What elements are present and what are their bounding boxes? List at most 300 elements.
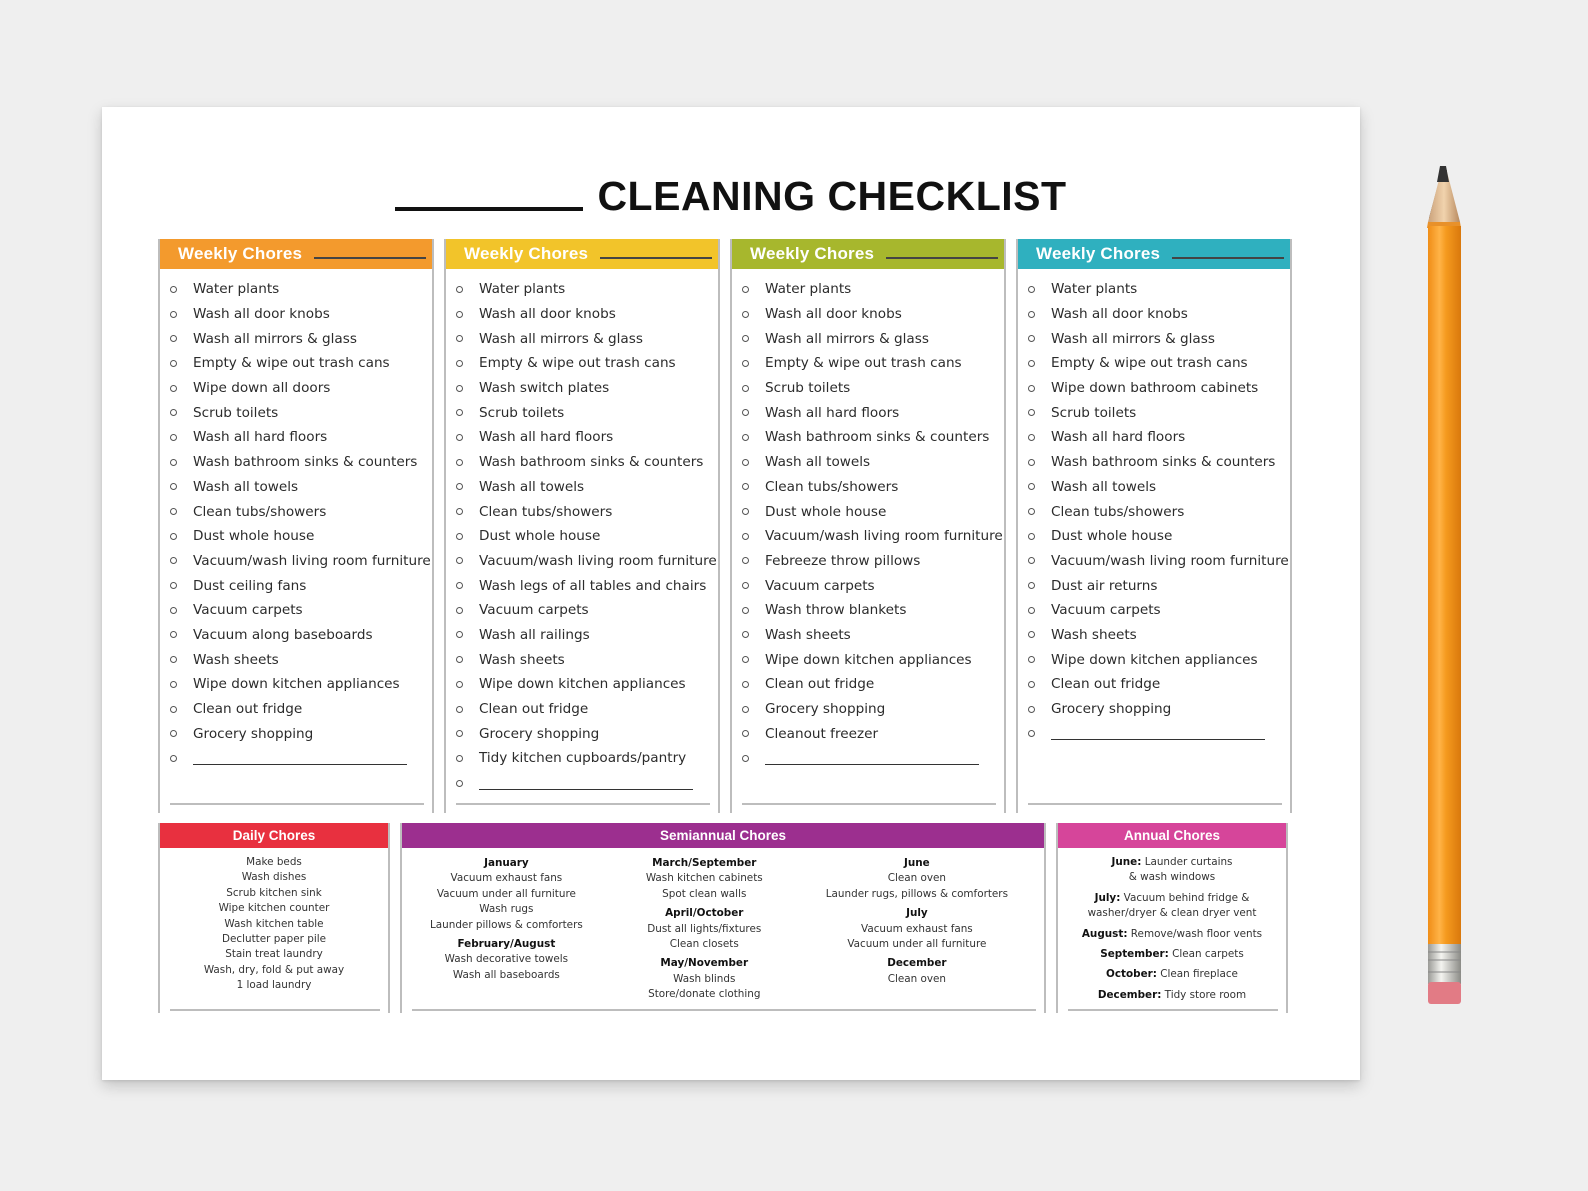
chore-item [742,425,1004,450]
title-row [102,161,1360,217]
chore-text: Wash throw blankets [765,602,907,619]
daily-chore-item: Wash, dry, fold & put away [203,963,345,976]
daily-chore-item: Scrub kitchen sink [226,886,322,899]
chore-item [456,721,718,746]
bullet-circle-icon [1028,533,1035,540]
bullet-circle-icon [742,730,749,737]
bullet-circle-icon [1028,607,1035,614]
annual-entry [1058,988,1286,1003]
chore-item [742,623,1004,648]
chore-item [456,351,718,376]
annual-line [1058,891,1286,906]
column-bottom-rule [1028,803,1282,805]
blank-write-in-line [765,752,979,765]
chore-item [1028,450,1290,475]
chore-item [742,450,1004,475]
daily-chore-item: 1 load laundry [236,979,312,992]
weekly-heading-text: Weekly Chores [750,244,875,263]
blank-chore-item [170,746,432,771]
bullet-circle-icon [742,311,749,318]
bullet-circle-icon [170,706,177,713]
bullet-circle-icon [1028,434,1035,441]
semiannual-columns [402,848,1044,1007]
chore-text: Wipe down kitchen appliances [479,676,686,693]
chore-text: Clean tubs/showers [765,478,899,495]
bullet-circle-icon [456,681,463,688]
month-label: June [904,857,930,869]
chore-text: Grocery shopping [479,725,600,742]
chore-text: Wash sheets [479,651,565,668]
blank-write-in-line [193,752,407,765]
chore-text: Wash all door knobs [479,306,616,323]
chore-text: Scrub toilets [193,404,279,421]
bullet-circle-icon [170,335,177,342]
chore-item [456,598,718,623]
semiannual-chore-item: Store/donate clothing [648,988,761,1001]
chore-item [742,277,1004,302]
weekly-heading-text: Weekly Chores [464,244,589,263]
semiannual-chore-item: Dust all lights/fixtures [647,922,762,935]
chore-item [742,573,1004,598]
daily-list [160,848,388,994]
annual-line [1058,988,1286,1003]
blank-chore-item [456,771,718,796]
annual-month-label: December: [1097,988,1162,1001]
semiannual-group [646,956,763,1002]
chore-text: Wash all mirrors & glass [1051,330,1215,347]
chore-item [170,672,432,697]
chore-item [456,425,718,450]
annual-line [1058,927,1286,942]
chore-item [170,623,432,648]
chore-text: Wipe down kitchen appliances [765,651,972,668]
chore-text: Dust whole house [1051,528,1173,545]
chore-text: Grocery shopping [765,701,886,718]
chore-text: Vacuum carpets [1051,602,1161,619]
bullet-circle-icon [170,483,177,490]
chore-item [170,475,432,500]
daily-chore-item: Make beds [246,856,302,868]
chore-item [742,400,1004,425]
bullet-circle-icon [170,656,177,663]
chore-text: Wash all mirrors & glass [479,330,643,347]
chore-text: Wash all towels [479,478,585,495]
chore-item [1028,573,1290,598]
month-label: February/August [457,938,556,951]
bullet-circle-icon [456,311,463,318]
annual-line [1058,967,1286,982]
bullet-circle-icon [170,311,177,318]
chore-item [170,351,432,376]
chore-text: Vacuum carpets [193,602,303,619]
chore-item [1028,598,1290,623]
bullet-circle-icon [170,533,177,540]
weekly-list [1018,269,1290,746]
chore-item [742,549,1004,574]
annual-month-label: September: [1100,948,1169,961]
annual-chore-text: washer/dryer & clean dryer vent [1087,907,1257,920]
bullet-circle-icon [1028,409,1035,416]
semiannual-column [826,856,1008,1007]
chore-text: Wash all mirrors & glass [193,330,357,347]
chore-text: Vacuum carpets [765,577,875,594]
semiannual-group [430,937,583,983]
chore-item [1028,623,1290,648]
column-bottom-rule [742,803,996,805]
chore-item [456,549,718,574]
bullet-circle-icon [742,681,749,688]
bullet-circle-icon [456,755,463,762]
bullet-circle-icon [742,706,749,713]
bullet-circle-icon [1028,459,1035,466]
bullet-circle-icon [170,434,177,441]
annual-line [1058,870,1286,885]
chore-item [742,326,1004,351]
bullet-circle-icon [456,607,463,614]
chore-item [742,302,1004,327]
weekly-column-3 [730,239,1006,813]
annual-month-label: June: [1111,856,1142,868]
semiannual-chore-item: Launder pillows & comforters [430,918,583,931]
annual-chore-text: Vacuum behind fridge & [1123,891,1250,904]
semiannual-heading: Semiannual Chores [402,823,1044,848]
chore-item [170,598,432,623]
bullet-circle-icon [1028,706,1035,713]
chore-text: Water plants [1051,281,1138,298]
chore-item [456,302,718,327]
chore-item [1028,647,1290,672]
chore-text: Scrub toilets [765,380,851,397]
bullet-circle-icon [742,360,749,367]
bullet-circle-icon [170,286,177,293]
chore-text: Wipe down bathroom cabinets [1051,380,1259,397]
blank-write-in-line [479,777,693,790]
bullet-circle-icon [456,360,463,367]
bullet-circle-icon [456,706,463,713]
heading-blank-line [314,257,426,259]
chore-item [456,647,718,672]
chore-item [456,400,718,425]
bullet-circle-icon [170,607,177,614]
bullet-circle-icon [170,631,177,638]
chore-text: Wash all towels [1051,478,1157,495]
chore-text: Tidy kitchen cupboards/pantry [479,750,687,767]
annual-month-label: August: [1081,927,1128,940]
month-label: May/November [660,957,749,970]
weekly-heading [446,239,718,269]
bullet-circle-icon [742,286,749,293]
bullet-circle-icon [170,730,177,737]
chore-item [170,450,432,475]
chore-text: Vacuum/wash living room furniture [765,528,1003,545]
chore-text: Grocery shopping [193,725,314,742]
chore-text: Dust air returns [1051,577,1158,594]
heading-blank-line [886,257,998,259]
weekly-list [446,269,718,795]
chore-text: Empty & wipe out trash cans [765,355,962,372]
bullet-circle-icon [1028,557,1035,564]
semiannual-group [826,906,1008,952]
chore-item [742,697,1004,722]
bullet-circle-icon [742,409,749,416]
chore-item [742,351,1004,376]
blank-chore-item [742,746,1004,771]
annual-entry [1058,967,1286,982]
daily-heading: Daily Chores [160,823,388,848]
bullet-circle-icon [742,459,749,466]
month-label: January [484,857,529,869]
bullet-circle-icon [456,483,463,490]
chore-text: Wash sheets [765,626,851,643]
annual-heading: Annual Chores [1058,823,1286,848]
semiannual-chore-item: Vacuum exhaust fans [861,922,973,935]
chore-item [742,721,1004,746]
semiannual-chore-item: Clean closets [669,938,739,951]
daily-chore-item: Wash kitchen table [224,917,324,930]
chore-item [1028,326,1290,351]
bullet-circle-icon [456,385,463,392]
chore-text: Clean tubs/showers [1051,503,1185,520]
daily-chore-item: Declutter paper pile [222,933,326,946]
chore-text: Empty & wipe out trash cans [193,355,390,372]
weekly-column-1 [158,239,434,813]
chore-item [1028,672,1290,697]
chore-item [742,499,1004,524]
chore-item [170,277,432,302]
annual-entry [1058,855,1286,886]
chore-text: Clean tubs/showers [479,503,613,520]
semiannual-chore-item: Clean oven [887,872,947,885]
bullet-circle-icon [1028,681,1035,688]
chore-item [1028,351,1290,376]
semiannual-column [430,856,583,1007]
bullet-circle-icon [742,385,749,392]
chore-item [1028,376,1290,401]
semiannual-group [646,906,763,952]
bullet-circle-icon [170,681,177,688]
bullet-circle-icon [742,607,749,614]
chore-item [456,450,718,475]
chore-text: Wash legs of all tables and chairs [479,577,707,594]
chore-item [456,697,718,722]
annual-entry [1058,947,1286,962]
semiannual-chore-item: Clean oven [887,972,947,985]
chore-text: Wash switch plates [479,380,610,397]
bullet-circle-icon [170,459,177,466]
chore-item [170,524,432,549]
annual-entry [1058,891,1286,922]
chore-text: Wash bathroom sinks & counters [765,429,990,446]
weekly-column-2 [444,239,720,813]
chore-text: Clean out fridge [193,701,303,718]
bullet-circle-icon [170,557,177,564]
bullet-circle-icon [456,656,463,663]
chore-item [1028,425,1290,450]
chore-text: Wash all hard floors [479,429,614,446]
bullet-circle-icon [170,409,177,416]
semiannual-group [826,856,1008,902]
annual-line [1058,906,1286,921]
chore-item [170,400,432,425]
weekly-column-4 [1016,239,1292,813]
chore-item [456,746,718,771]
chore-text: Wash all towels [193,478,299,495]
bullet-circle-icon [456,533,463,540]
bullet-circle-icon [1028,631,1035,638]
annual-chore-text: & wash windows [1128,871,1216,884]
chore-item [742,524,1004,549]
weekly-section [158,239,1302,813]
annual-month-label: October: [1106,968,1157,981]
chore-text: Wipe down all doors [193,380,331,397]
bullet-circle-icon [170,582,177,589]
annual-month-label: July: [1094,891,1121,904]
chore-text: Febreeze throw pillows [765,552,921,569]
weekly-list [160,269,432,771]
pencil-image [1425,160,1485,1040]
bullet-circle-icon [456,780,463,787]
chore-text: Wash all mirrors & glass [765,330,929,347]
bullet-circle-icon [456,631,463,638]
chore-text: Dust whole house [479,528,601,545]
weekly-list [732,269,1004,771]
semiannual-chore-item: Wash kitchen cabinets [645,872,763,885]
bullet-circle-icon [456,335,463,342]
chore-item [456,573,718,598]
chore-item [456,277,718,302]
bullet-circle-icon [742,755,749,762]
month-label: April/October [665,907,744,920]
semiannual-column [646,856,763,1007]
chore-text: Wash all door knobs [193,306,330,323]
bullet-circle-icon [742,434,749,441]
semiannual-chore-item: Wash decorative towels [444,953,569,966]
chore-item [1028,499,1290,524]
annual-chore-text: Tidy store room [1164,988,1247,1001]
bullet-circle-icon [456,557,463,564]
chore-item [742,647,1004,672]
bullet-circle-icon [170,385,177,392]
bullet-circle-icon [742,508,749,515]
chore-item [456,672,718,697]
semiannual-chores-box [400,823,1046,1013]
chore-text: Wash all hard floors [1051,429,1186,446]
chore-item [456,376,718,401]
weekly-heading-text: Weekly Chores [178,244,303,263]
bullet-circle-icon [1028,385,1035,392]
chore-text: Wash all railings [479,626,590,643]
semiannual-chore-item: Spot clean walls [662,887,747,900]
annual-line [1058,855,1286,870]
bullet-circle-icon [170,755,177,762]
chore-item [1028,549,1290,574]
bullet-circle-icon [456,508,463,515]
chore-text: Wash bathroom sinks & counters [479,454,704,471]
chore-text: Wash all door knobs [1051,306,1188,323]
bullet-circle-icon [742,335,749,342]
chore-item [170,302,432,327]
chore-item [170,721,432,746]
annual-chore-text: Launder curtains [1144,856,1233,868]
chore-item [742,376,1004,401]
chore-text: Scrub toilets [1051,404,1137,421]
semiannual-group [646,856,763,902]
chore-item [170,549,432,574]
annual-chores-box [1056,823,1288,1013]
chore-text: Cleanout freezer [765,725,879,742]
annual-chore-text: Remove/wash floor vents [1130,927,1263,940]
daily-chores-box [158,823,390,1013]
bullet-circle-icon [742,557,749,564]
weekly-heading-text: Weekly Chores [1036,244,1161,263]
chore-item [742,672,1004,697]
annual-chore-text: Clean fireplace [1160,968,1238,981]
weekly-heading [160,239,432,269]
chore-text: Vacuum/wash living room furniture [193,552,431,569]
chore-item [456,499,718,524]
chore-text: Grocery shopping [1051,701,1172,718]
chore-text: Wash all towels [765,454,871,471]
annual-line [1058,947,1286,962]
daily-chore-item: Stain treat laundry [225,948,323,961]
page-title: CLEANING CHECKLIST [597,173,1067,219]
semiannual-chore-item: Wash rugs [479,903,534,916]
chore-item [1028,277,1290,302]
semiannual-chore-item: Wash all baseboards [452,968,560,981]
weekly-heading [1018,239,1290,269]
bullet-circle-icon [456,582,463,589]
box-bottom-rule [412,1009,1036,1011]
bullet-circle-icon [1028,335,1035,342]
bullet-circle-icon [456,409,463,416]
blank-write-in-line [1051,727,1265,740]
chore-text: Wash all hard floors [765,404,900,421]
chore-text: Water plants [765,281,852,298]
chore-text: Empty & wipe out trash cans [479,355,676,372]
bullet-circle-icon [1028,483,1035,490]
chore-item [1028,697,1290,722]
chore-item [170,425,432,450]
chore-item [456,326,718,351]
chore-item [1028,475,1290,500]
chore-item [456,623,718,648]
chore-text: Clean out fridge [765,676,875,693]
chore-item [170,573,432,598]
chore-item [170,647,432,672]
chore-text: Clean out fridge [1051,676,1161,693]
chore-text: Clean tubs/showers [193,503,327,520]
month-label: March/September [652,857,757,869]
chore-text: Vacuum/wash living room furniture [1051,552,1289,569]
bullet-circle-icon [456,459,463,466]
month-label: July [906,907,928,920]
chore-item [1028,524,1290,549]
semiannual-group [430,856,583,933]
chore-text: Vacuum/wash living room furniture [479,552,717,569]
heading-blank-line [1172,257,1284,259]
chore-text: Dust whole house [765,503,887,520]
bullet-circle-icon [1028,508,1035,515]
chore-text: Wash bathroom sinks & counters [193,454,418,471]
bullet-circle-icon [170,508,177,515]
month-label: December [887,957,947,970]
annual-chore-text: Clean carpets [1172,948,1244,961]
chore-text: Scrub toilets [479,404,565,421]
chore-text: Water plants [479,281,566,298]
bullet-circle-icon [1028,311,1035,318]
semiannual-group [826,956,1008,987]
chore-text: Clean out fridge [479,701,589,718]
